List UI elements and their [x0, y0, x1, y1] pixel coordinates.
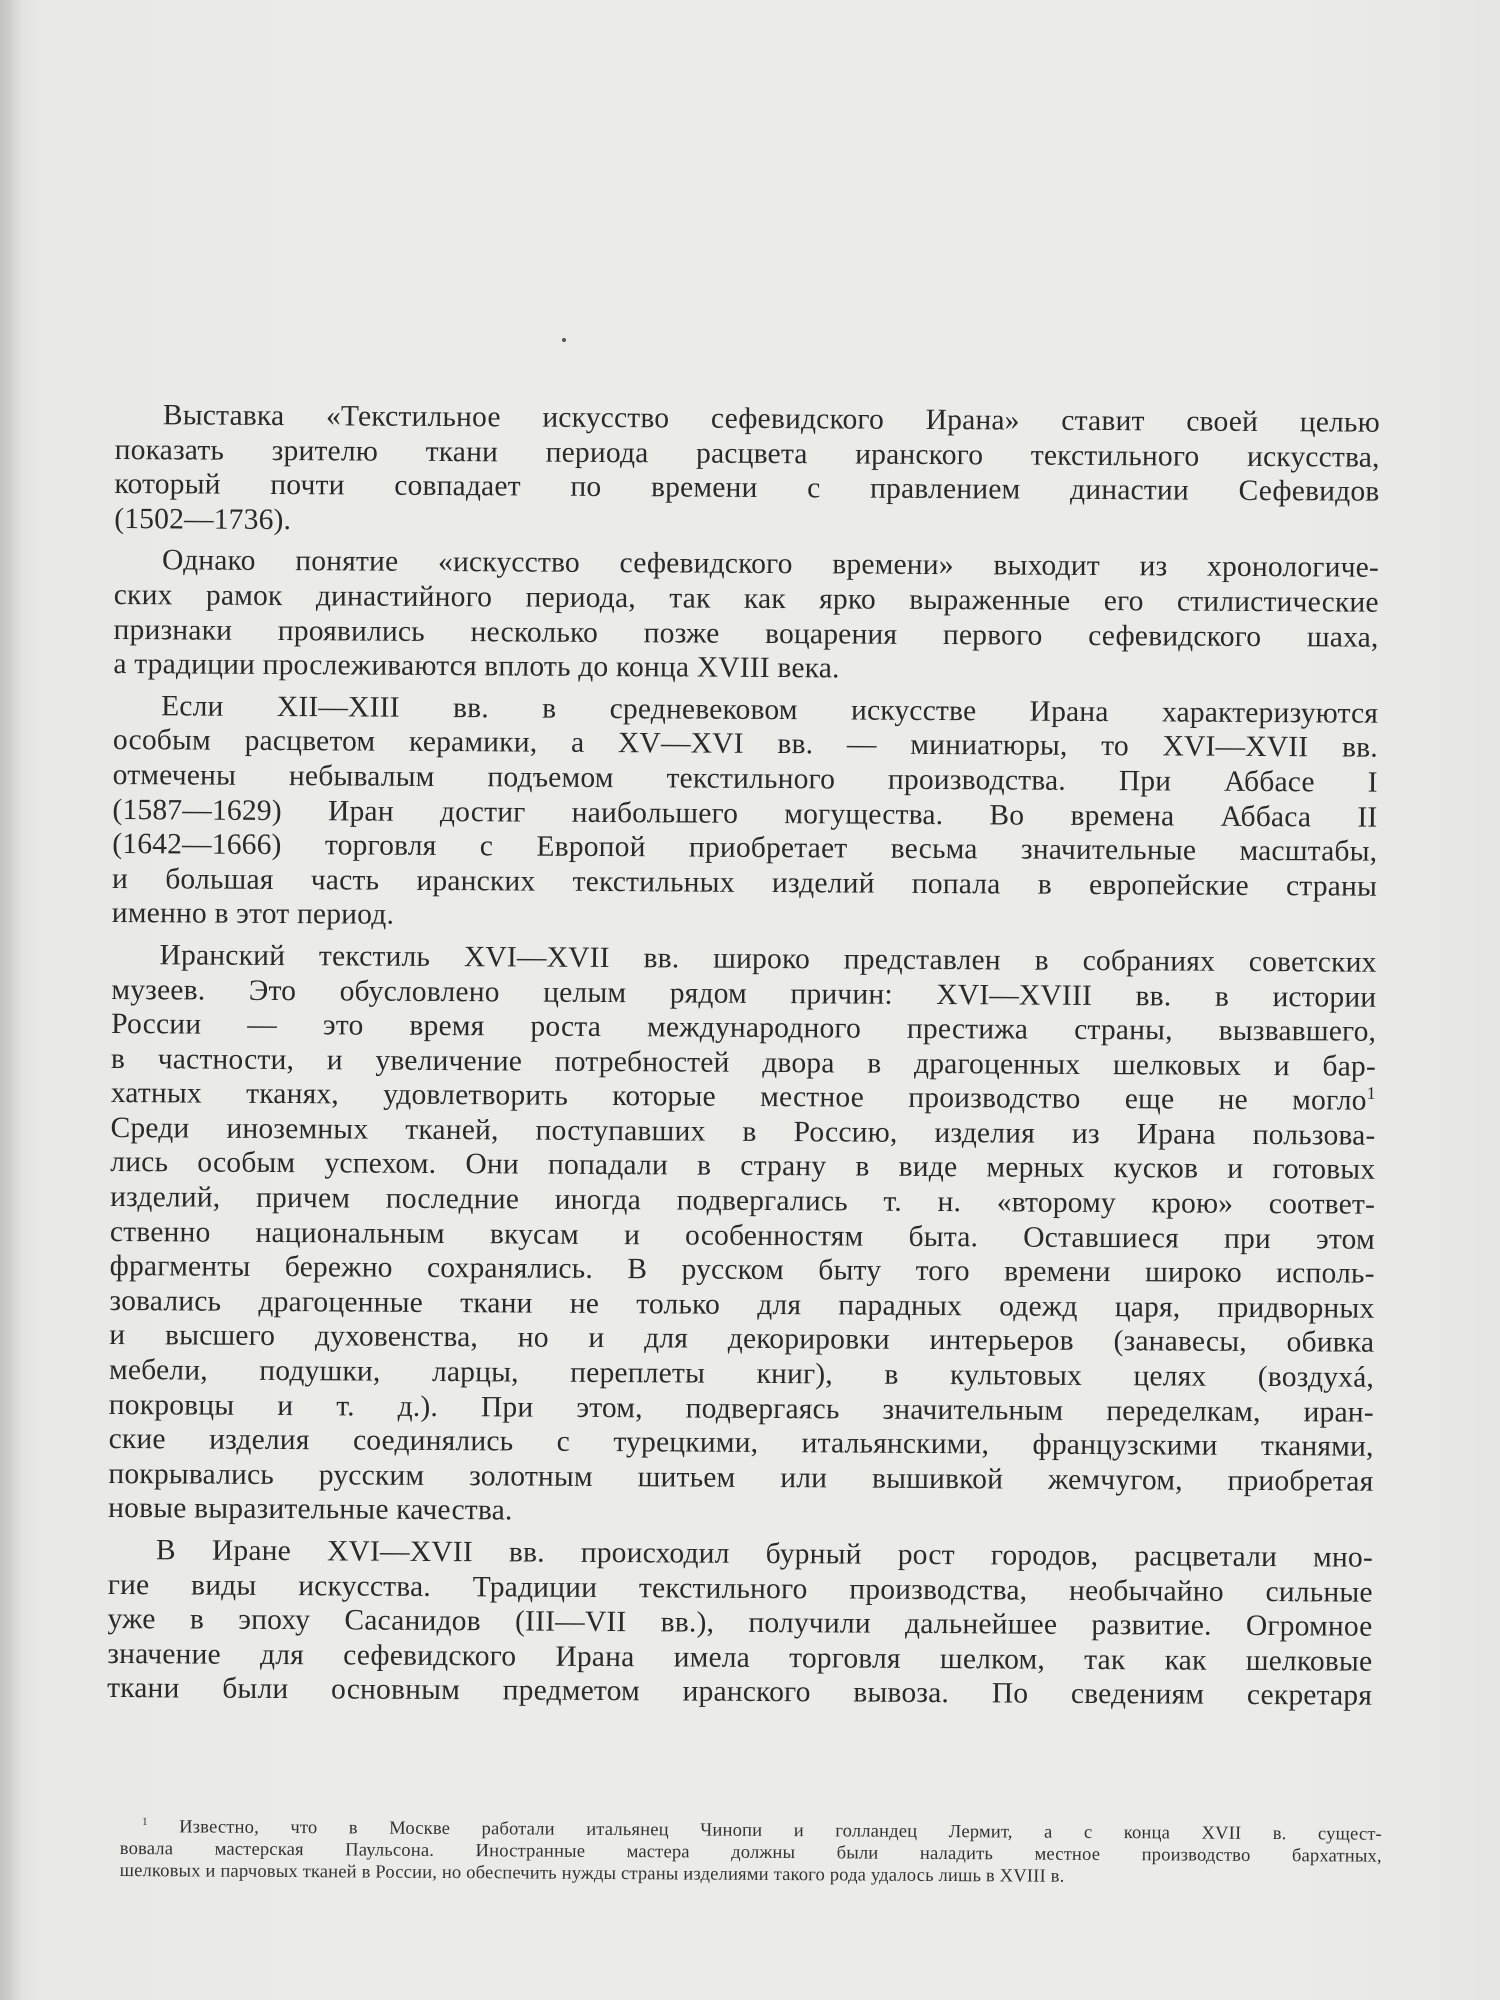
text-line: уже в эпоху Сасанидов (III—VII вв.), получили дальнейшее развитие. Огромное [107, 1603, 1373, 1643]
text-line: ских рамок династийного периода, так как ярко выраженные его стилистические [113, 578, 1379, 619]
text-line: музеев. Это обусловлено целым рядом причин: XVI—XVIII вв. в истории [111, 973, 1377, 1014]
text-line: Если XII—XIII вв. в средневековом искусстве Ирана характеризуются [161, 690, 1379, 730]
text-line: Однако понятие «искусство сефевидского времени» выходит из хронологиче- [161, 544, 1380, 585]
paragraph [113, 543, 1379, 689]
text-line: в частности, и увеличение потребностей двора в драгоценных шелковых и бар- [110, 1042, 1377, 1083]
text-line: России — это время роста международного престижа страны, вызвавшего, [111, 1008, 1377, 1048]
text-line: и высшего духовенства, но и для декорировки интерьеров (занавесы, обивка [109, 1319, 1375, 1360]
footnote-marker: 1 [1366, 1083, 1376, 1104]
text-line: покрывались русским золотным шитьем или вышивкой жемчугом, приобретая [108, 1457, 1374, 1498]
paragraph [112, 689, 1378, 939]
text-line: Выставка «Текстильное искусство сефевидского Ирана» ставит своей целью [162, 399, 1380, 439]
footnote-number: 1 [141, 1815, 148, 1828]
text-line: зовались драгоценные ткани не только для парадных одежд царя, придворных [109, 1284, 1375, 1325]
text-line: и большая часть иранских текстильных изделий попала в европейские страны [111, 862, 1378, 903]
text-line: (1642—1666) торговля с Европой приобретает весьма значительные масштабы, [112, 828, 1378, 868]
footnote-line: шелковых и парчовых тканей в России, но обеспечить нужды страны изделиями такого рода удалось лишь в XVIII в. [119, 1859, 1065, 1887]
text-line: Иранский текстиль XVI—XVII вв. широко представлен в собраниях советских [159, 939, 1377, 979]
page-gutter-shadow [0, 0, 22, 2000]
footnote-text: Известно, что в Москве работали итальянец Чинопи и голландец Лермит, а с конца XVII в. сущест- [179, 1816, 1382, 1845]
text-line: значение для сефевидского Ирана имела торговля шелком, так как шелковые [107, 1637, 1373, 1678]
text-line: хатных тканях, удовлетворить которые местное производство еще не могло [110, 1077, 1367, 1117]
text-line: особым расцветом керамики, а XV—XVI вв. — миниатюры, то XVI—XVII вв. [112, 724, 1378, 765]
paragraph [108, 938, 1377, 1534]
text-line: а традиции прослеживаются вплоть до конца XVIII века. [113, 648, 840, 685]
text-line: новые выразительные качества. [108, 1492, 513, 1527]
text-line: В Иране XVI—XVII вв. происходил бурный рост городов, расцветали мно- [155, 1534, 1374, 1574]
text-line: Среди иноземных тканей, поступавших в Россию, изделия из Ирана пользова- [110, 1111, 1376, 1152]
text-line: гие виды искусства. Традиции текстильного производства, необычайно сильные [107, 1568, 1373, 1609]
footnote [120, 1816, 1382, 1890]
text-line: который почти совпадает по времени с правлением династии Сефевидов [114, 468, 1380, 508]
text-line: (1502—1736). [114, 502, 292, 536]
paragraph [107, 1533, 1373, 1714]
text-line: показать зрителю ткани периода расцвета иранского текстильного искусства, [114, 433, 1380, 474]
text-line: ткани были основным предметом иранского вывоза. По сведениям секретаря [107, 1672, 1373, 1713]
paragraph [114, 398, 1380, 544]
text-line: ские изделия соединялись с турецкими, итальянскими, французскими тканями, [108, 1423, 1374, 1463]
footnote-line: вовала мастерская Паульсона. Иностранные мастера должны были наладить местное производство бархатных, [119, 1837, 1382, 1867]
text-line: лись особым успехом. Они попадали в страну в виде мерных кусков и готовых [110, 1146, 1376, 1187]
main-text [107, 398, 1380, 1721]
text-line: покровцы и т. д.). При этом, подвергаясь значительным переделкам, иран- [108, 1388, 1374, 1429]
text-line: изделий, причем последние иногда подвергались т. н. «второму крою» соответ- [110, 1181, 1376, 1221]
text-line: (1587—1629) Иран достиг наибольшего могущества. Во времена Аббаса II [112, 793, 1378, 834]
text-line: ственно национальным вкусам и особенностям быта. Оставшиеся при этом [109, 1215, 1375, 1256]
text-line: мебели, подушки, ларцы, переплеты книг), в культовых целях (воздухá, [108, 1354, 1375, 1394]
text-line: фрагменты бережно сохранялись. В русском быту того времени широко исполь- [109, 1250, 1375, 1290]
text-line: именно в этот период. [111, 897, 395, 932]
text-line: отмечены небывалым подъемом текстильного производства. При Аббасе I [112, 758, 1378, 799]
paper-speck [562, 338, 566, 342]
text-line: признаки проявились несколько позже воцарения первого сефевидского шаха, [113, 613, 1379, 654]
